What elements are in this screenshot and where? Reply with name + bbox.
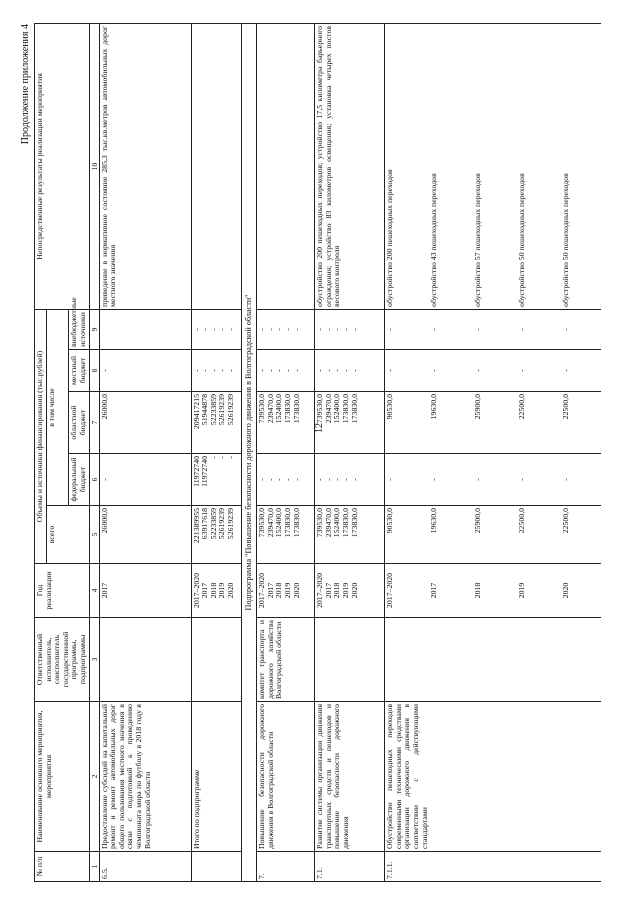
row-local: - - - - -	[257, 350, 315, 392]
program-table	[34, 23, 601, 882]
col-number: 6	[89, 454, 99, 506]
row-regional: 22500,0	[517, 392, 561, 454]
row-years: 2017–2020 2017 2018 2019 2020	[191, 564, 241, 618]
row-years: 2017–2020 2017 2018 2019 2020	[257, 564, 315, 618]
header-total: всего	[46, 506, 89, 564]
table-row	[191, 23, 241, 881]
row-federal: -	[99, 454, 191, 506]
column-number-row	[89, 23, 99, 881]
row-name: Развитие системы организации движения транспортных средств и пешеходов и повышение безопасности дорожного движения	[315, 702, 385, 852]
table-row	[385, 23, 429, 881]
row-result: обустройство 57 пешеходных переходов	[473, 23, 517, 309]
row-federal: 11972740 11972740 - - -	[191, 454, 241, 506]
header-name: Наименование основного мероприятия, мероприятия	[35, 702, 90, 852]
col-number: 4	[89, 564, 99, 618]
row-local: -	[473, 350, 517, 392]
row-offbudget: - - - - -	[315, 309, 385, 349]
row-total: 19630,0	[429, 506, 473, 564]
col-number: 8	[89, 350, 99, 392]
row-number: 7.	[257, 852, 315, 882]
row-regional: 26000,0	[99, 392, 191, 454]
row-result: обустройство 50 пешеходных переходов	[561, 23, 601, 309]
row-federal: -	[517, 454, 561, 506]
table-row	[99, 23, 191, 881]
col-number: 1	[89, 852, 99, 882]
row-regional: 739530,0 239470,0 152400,0 173830,0 173830,0	[257, 392, 315, 454]
col-number: 3	[89, 618, 99, 702]
row-offbudget: - - - - -	[191, 309, 241, 349]
row-offbudget: - - - - -	[257, 309, 315, 349]
row-local: -	[385, 350, 429, 392]
row-offbudget: -	[517, 309, 561, 349]
row-local: - - - - -	[315, 350, 385, 392]
row-federal: -	[429, 454, 473, 506]
table-row	[241, 23, 257, 881]
row-regional: 739530,0 239470,0 152400,0 173830,0 173830,0	[315, 392, 385, 454]
header-including: в том числе	[46, 309, 69, 505]
row-responsible: комитет транспорта и дорожного хозяйства Волгоградской области	[257, 618, 315, 702]
row-year: 2020	[561, 564, 601, 618]
row-offbudget: -	[429, 309, 473, 349]
row-regional: 19630,0	[429, 392, 473, 454]
row-result: обустройство 200 пешеходных переходов; устройство 17,5 километра барьерного ограждения; устройство 83 километров освещения; установка четырех постов весового контроля	[315, 23, 385, 309]
row-number: 7.1.1.	[385, 852, 429, 882]
row-regional: 25900,0	[473, 392, 517, 454]
subprogram-title: Подпрограмма "Повышение безопасности дорожного движения в Волгоградской области"	[241, 23, 257, 881]
rotated-page	[20, 18, 620, 888]
row-number: 6.5.	[99, 852, 191, 882]
col-number: 7	[89, 392, 99, 454]
row-local: -	[429, 350, 473, 392]
continuation-label: Продолжение приложения 4	[20, 24, 31, 145]
row-regional: 90530,0	[385, 392, 429, 454]
row-name: Итого по подпрограмме	[191, 702, 241, 852]
row-name: Предоставление субсидий на капитальный ремонт и ремонт автомобильных дорог общего пользования местного значения в связи с подготовкой к проведению чемпионата мира по футболу в 2018 году в Волгоградской области	[99, 702, 191, 852]
header-result: Непосредственные результаты реализации мероприятия	[35, 23, 90, 309]
row-total: 739530,0 239470,0 152400,0 173830,0 173830,0	[315, 506, 385, 564]
row-federal: - - - - -	[257, 454, 315, 506]
row-name: Обустройство пешеходных переходов современными техническими средствами организации дорожного движения в соответствии с действующими стандартами	[385, 702, 601, 852]
row-total: 739530,0 239470,0 152400,0 173830,0 173830,0	[257, 506, 315, 564]
table-row	[257, 23, 315, 881]
col-number: 10	[89, 23, 99, 309]
row-years: 2017–2020 2017 2018 2019 2020	[315, 564, 385, 618]
row-offbudget: -	[473, 309, 517, 349]
row-result: обустройство 200 пешеходных переходов	[385, 23, 429, 309]
row-year: 2017–2020	[385, 564, 429, 618]
header-offbudget: внебюджетные источники	[69, 309, 89, 349]
row-total: 22500,0	[517, 506, 561, 564]
row-federal: -	[385, 454, 429, 506]
table-row	[315, 23, 385, 881]
header-local: местный бюджет	[69, 350, 89, 392]
col-number: 9	[89, 309, 99, 349]
row-total: 26000,0	[99, 506, 191, 564]
header-regional: областной бюджет	[69, 392, 89, 454]
row-regional: 209417215 51944878 52233859 52619239 52619239	[191, 392, 241, 454]
header-row-1	[35, 23, 47, 881]
row-federal: -	[473, 454, 517, 506]
row-year: 2019	[517, 564, 561, 618]
row-federal: - - - - -	[315, 454, 385, 506]
row-result: приведение в нормативное состояние 285,3 тыс.кв.метров автомобильных дорог местного значения	[99, 23, 191, 309]
row-name: Повышение безопасности дорожного движения в Волгоградской области	[257, 702, 315, 852]
row-local: - - - - -	[191, 350, 241, 392]
col-number: 2	[89, 702, 99, 852]
page-number: 12	[314, 423, 325, 433]
row-year: 2017	[99, 564, 191, 618]
row-total: 25900,0	[473, 506, 517, 564]
row-total: 221389955 63917618 52233859 52619239 52619239	[191, 506, 241, 564]
header-year: Год реализации	[35, 564, 90, 618]
row-year: 2017	[429, 564, 473, 618]
row-number: 7.1.	[315, 852, 385, 882]
header-federal: федеральный бюджет	[69, 454, 89, 506]
col-number: 5	[89, 506, 99, 564]
row-total: 22500,0	[561, 506, 601, 564]
row-regional: 22500,0	[561, 392, 601, 454]
row-result: обустройство 43 пешеходных переходов	[429, 23, 473, 309]
row-federal: -	[561, 454, 601, 506]
row-result: обустройство 50 пешеходных переходов	[517, 23, 561, 309]
row-local: -	[99, 350, 191, 392]
row-local: -	[561, 350, 601, 392]
row-offbudget	[99, 309, 191, 349]
header-no: № п/п	[35, 852, 90, 882]
row-offbudget: -	[385, 309, 429, 349]
header-funding: Объемы и источники финансирования (тыс.рублей)	[35, 309, 47, 563]
row-responsible	[99, 618, 191, 702]
row-offbudget: -	[561, 309, 601, 349]
header-responsible: Ответственный исполнитель, соисполнитель государственной программы, подпрограммы	[35, 618, 90, 702]
row-local: -	[517, 350, 561, 392]
row-year: 2018	[473, 564, 517, 618]
row-total: 90530,0	[385, 506, 429, 564]
